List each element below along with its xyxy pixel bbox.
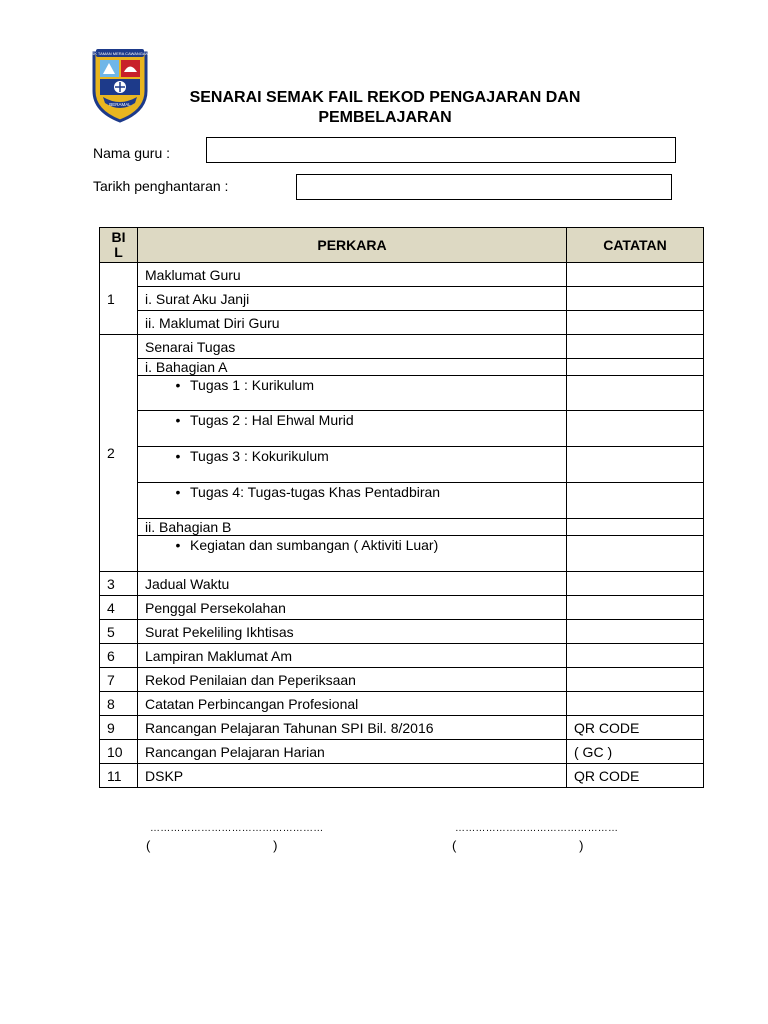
bullet-item (138, 447, 567, 483)
catatan-cell[interactable] (567, 335, 704, 359)
left-signature-line: …………………………………………… (150, 823, 324, 834)
table-row (100, 263, 704, 287)
row-number: 2 (100, 335, 138, 572)
catatan-cell[interactable] (567, 644, 704, 668)
school-crest-logo (91, 47, 149, 123)
item-text: Surat Pekeliling Ikhtisas (138, 620, 567, 644)
item-text: Tugas 3 : Kokurikulum (190, 448, 329, 464)
table-row (100, 287, 704, 311)
table-row (100, 447, 704, 483)
item-text: ii. Bahagian B (138, 519, 567, 536)
catatan-cell[interactable] (567, 668, 704, 692)
item-text: i. Surat Aku Janji (138, 287, 567, 311)
header-catatan: CATATAN (567, 228, 704, 263)
row-number: 5 (100, 620, 138, 644)
item-text: Penggal Persekolahan (138, 596, 567, 620)
catatan-cell[interactable] (567, 536, 704, 572)
bullet-icon: • (175, 412, 181, 428)
item-text: Rancangan Pelajaran Tahunan SPI Bil. 8/2016 (138, 716, 567, 740)
row-number: 3 (100, 572, 138, 596)
catatan-cell[interactable] (567, 620, 704, 644)
catatan-cell[interactable] (567, 287, 704, 311)
row-number: 9 (100, 716, 138, 740)
catatan-cell[interactable] (567, 519, 704, 536)
teacher-name-label: Nama guru : (93, 145, 171, 161)
right-signature-line: ………………………………………… (455, 823, 619, 834)
item-text: Senarai Tugas (138, 335, 567, 359)
row-number: 6 (100, 644, 138, 668)
crest-banner-text: SK TAMAN MERA CAWANGAN (91, 51, 149, 56)
right-signature-name: ( ) (452, 838, 584, 853)
bullet-item (138, 376, 567, 411)
table-row (100, 483, 704, 519)
table-row (100, 572, 704, 596)
item-text: Rekod Penilaian dan Peperiksaan (138, 668, 567, 692)
catatan-cell[interactable] (567, 572, 704, 596)
catatan-cell[interactable] (567, 359, 704, 376)
table-row (100, 359, 704, 376)
table-row (100, 376, 704, 411)
item-text: Tugas 1 : Kurikulum (190, 377, 314, 393)
row-number: 8 (100, 692, 138, 716)
item-text: ii. Maklumat Diri Guru (138, 311, 567, 335)
table-row (100, 668, 704, 692)
item-text: Jadual Waktu (138, 572, 567, 596)
item-text: Lampiran Maklumat Am (138, 644, 567, 668)
table-row (100, 596, 704, 620)
crest-motto-text: BERAMAL (109, 102, 131, 107)
bullet-icon: • (175, 448, 181, 464)
table-row (100, 411, 704, 447)
table-row (100, 335, 704, 359)
catatan-cell[interactable]: QR CODE (567, 764, 704, 788)
bullet-icon: • (175, 377, 181, 393)
catatan-cell[interactable] (567, 596, 704, 620)
catatan-cell[interactable] (567, 376, 704, 411)
bullet-item (138, 483, 567, 519)
row-number: 10 (100, 740, 138, 764)
table-row (100, 692, 704, 716)
table-row (100, 764, 704, 788)
catatan-cell[interactable] (567, 311, 704, 335)
catatan-cell[interactable]: ( GC ) (567, 740, 704, 764)
item-text: DSKP (138, 764, 567, 788)
bullet-item (138, 536, 567, 572)
row-number: 11 (100, 764, 138, 788)
catatan-cell[interactable] (567, 447, 704, 483)
table-row (100, 644, 704, 668)
page-title (150, 88, 620, 128)
row-number: 7 (100, 668, 138, 692)
teacher-name-field[interactable] (206, 137, 676, 163)
checklist-table (99, 227, 704, 788)
header-perkara: PERKARA (138, 228, 567, 263)
submission-date-label: Tarikh penghantaran : (93, 178, 229, 194)
catatan-cell[interactable] (567, 263, 704, 287)
bullet-item (138, 411, 567, 447)
item-text: Kegiatan dan sumbangan ( Aktiviti Luar) (190, 537, 439, 553)
title-line-2: PEMBELAJARAN (318, 109, 452, 126)
left-signature-name: ( ) (146, 838, 278, 853)
table-header-row (100, 228, 704, 263)
table-row (100, 536, 704, 572)
catatan-cell[interactable] (567, 483, 704, 519)
item-text: i. Bahagian A (138, 359, 567, 376)
catatan-cell[interactable] (567, 692, 704, 716)
item-text: Tugas 4: Tugas-tugas Khas Pentadbiran (190, 484, 441, 500)
row-number: 1 (100, 263, 138, 335)
submission-date-field[interactable] (296, 174, 672, 200)
item-text: Rancangan Pelajaran Harian (138, 740, 567, 764)
table-row (100, 716, 704, 740)
item-text: Maklumat Guru (138, 263, 567, 287)
title-line-1: SENARAI SEMAK FAIL REKOD PENGAJARAN DAN (189, 89, 581, 106)
bullet-icon: • (175, 484, 181, 500)
item-text: Catatan Perbincangan Profesional (138, 692, 567, 716)
item-text: Tugas 2 : Hal Ehwal Murid (190, 412, 354, 428)
table-row (100, 311, 704, 335)
header-bil: BI L (100, 228, 138, 263)
table-row (100, 519, 704, 536)
table-row (100, 740, 704, 764)
bullet-icon: • (175, 537, 181, 553)
table-row (100, 620, 704, 644)
catatan-cell[interactable] (567, 411, 704, 447)
catatan-cell[interactable]: QR CODE (567, 716, 704, 740)
row-number: 4 (100, 596, 138, 620)
